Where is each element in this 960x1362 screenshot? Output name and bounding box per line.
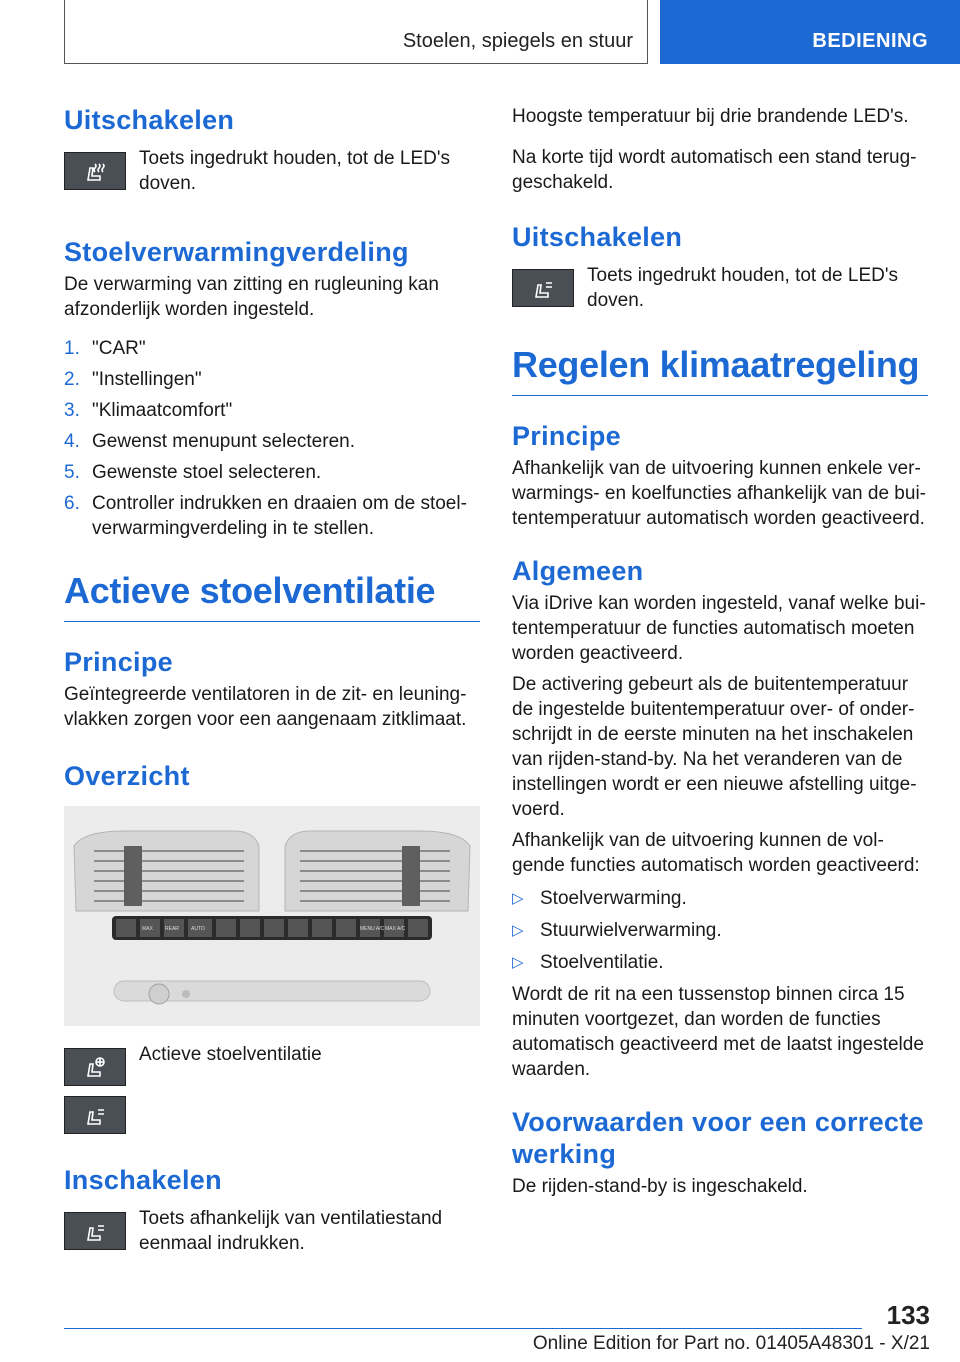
- left-column: [64, 104, 480, 1256]
- list-item: 4. Gewenst menupunt selecteren.: [64, 431, 355, 452]
- list-item: 5. Gewenste stoel selecteren.: [64, 462, 322, 483]
- seat-ventilation-icon: [64, 1048, 126, 1086]
- heading-algemeen: Algemeen: [512, 556, 644, 586]
- footer-divider: [64, 1328, 862, 1329]
- heading-principe-2: Principe: [512, 421, 621, 451]
- list-item: 1. "CAR": [64, 338, 146, 359]
- seat-ventilation-level-icon: [64, 1096, 126, 1134]
- panel-label-max: MAX: [142, 926, 153, 932]
- heading-uitschakelen-2: Uitschakelen: [512, 222, 683, 252]
- algemeen-p3: Afhankelijk van de uitvoering kunnen de volgende functies automatisch worden geactiveerd:: [512, 830, 920, 876]
- footer-edition: Online Edition for Part no. 01405A48301 - X/21: [532, 1333, 930, 1354]
- nakorte-text: Na korte tijd wordt automatisch een stand teruggeschakeld.: [512, 147, 917, 193]
- list-item: 3. "Klimaatcomfort": [64, 400, 233, 421]
- panel-label-auto: AUTO: [191, 926, 205, 932]
- seat-ventilation-off-icon: [512, 269, 574, 307]
- algemeen-p4: Wordt de rit na een tussenstop binnen circa 15 minuten voortgezet, dan worden de functies automatisch geactiveerd met de laatst ingestelde waarden.: [512, 984, 924, 1080]
- header-section-title: Stoelen, spiegels en stuur: [402, 30, 633, 52]
- ventilatie-caption: Actieve stoelventilatie: [139, 1044, 322, 1065]
- heading-verdeling: Stoelverwarmingverdeling: [64, 237, 409, 267]
- list-item: ▷ Stoelventilatie.: [512, 952, 664, 973]
- right-column: [512, 104, 928, 1199]
- heading-actieve-stoelventilatie: Actieve stoelventilatie: [64, 569, 480, 622]
- heading-overzicht: Overzicht: [64, 761, 190, 791]
- uitschakelen2-row: [512, 265, 928, 313]
- panel-label-menu-ac: MENU A/C: [360, 926, 385, 932]
- inschakelen-row: [64, 1208, 480, 1256]
- panel-label-max-ac: MAX A/C: [385, 926, 406, 932]
- heading-inschakelen: Inschakelen: [64, 1165, 222, 1195]
- ventilatie-icon-row: [64, 1044, 480, 1086]
- panel-label-rear: REAR: [165, 926, 179, 932]
- algemeen-p2: De activering gebeurt als de buitentemperatuur de ingestelde buitentemperatuur over- of onderschrijdt in de eerste minuten na het inschakelen van rijden-stand-by. Na het veranderen van de instellingen wordt er een nieuwe afstelling uitgevoerd.: [512, 674, 917, 820]
- heading-voorwaarden: Voorwaarden voor een correcte werking: [512, 1107, 924, 1169]
- klimaat-principe-text: Afhankelijk van de uitvoering kunnen enkele verwarmings- en koelfuncties afhankelijk van de buitentemperatuur automatisch worden geactiveerd.: [512, 458, 926, 529]
- uitschakelen-row: [64, 148, 480, 196]
- heading-regelen-klimaatregeling: Regelen klimaatregeling: [512, 343, 928, 396]
- list-item: ▷ Stoelverwarming.: [512, 888, 687, 909]
- principe-text: Geïntegreerde ventilatoren in de zit- en leuningvlakken zorgen voor een aangenaam zitklimaat.: [64, 684, 467, 730]
- inschakelen-text: Toets afhankelijk van ventilatiestand eenmaal indrukken.: [139, 1208, 443, 1254]
- verdeling-intro: De verwarming van zitting en rugleuning kan afzonderlijk worden ingesteld.: [64, 274, 439, 320]
- header-chapter-title: BEDIENING: [812, 30, 928, 52]
- heading-principe: Principe: [64, 647, 173, 677]
- algemeen-p1: Via iDrive kan worden ingesteld, vanaf welke buitentemperatuur de functies automatisch moeten worden geactiveerd.: [512, 593, 926, 664]
- page-number: 133: [886, 1300, 930, 1330]
- list-item: ▷ Stuurwielverwarming.: [512, 920, 722, 941]
- uitschakelen-text: Toets ingedrukt houden, tot de LED's doven.: [139, 148, 450, 194]
- seat-heating-button-icon: [64, 152, 126, 190]
- header-section-box: [64, 0, 648, 64]
- functies-list: [512, 886, 928, 975]
- verdeling-steps: [64, 336, 480, 541]
- climate-panel-photo: [64, 806, 480, 1026]
- list-item: 6. Controller indrukken en draaien om de stoelverwarmingverdeling in te stellen.: [64, 493, 467, 539]
- hoogste-text: Hoogste temperatuur bij drie brandende LED's.: [512, 106, 909, 127]
- uitschakelen2-text: Toets ingedrukt houden, tot de LED's doven.: [587, 265, 898, 311]
- header-chapter-tab: [660, 0, 960, 64]
- seat-ventilation-button-icon: [64, 1212, 126, 1250]
- list-item: 2. "Instellingen": [64, 369, 202, 390]
- climate-panel-illustration: [64, 806, 480, 1026]
- voorwaarden-text: De rijden-stand-by is ingeschakeld.: [512, 1176, 808, 1197]
- heading-uitschakelen: Uitschakelen: [64, 105, 235, 135]
